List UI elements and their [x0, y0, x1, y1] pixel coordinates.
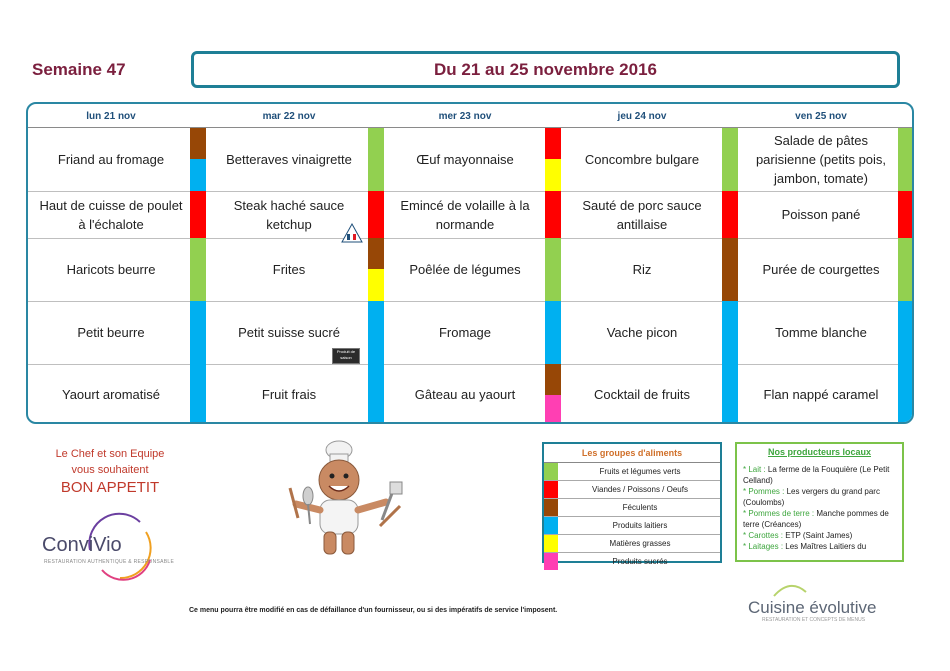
menu-item: Haricots beurre — [66, 262, 156, 277]
legend-swatch — [544, 553, 558, 570]
legend-item — [544, 517, 720, 535]
legend-item — [544, 535, 720, 553]
day-header: mar 22 nov — [262, 111, 316, 122]
food-group-color-bar — [898, 301, 914, 364]
producer-name: ETP (Saint James) — [785, 531, 853, 540]
local-producers-box — [735, 442, 904, 562]
menu-item: Œuf mayonnaise — [416, 152, 514, 167]
menu-item: Fromage — [438, 325, 492, 340]
food-group-color-bar — [722, 128, 738, 191]
menu-item: Tomme blanche — [775, 325, 867, 340]
food-group-color-bar — [368, 238, 384, 269]
date-range-banner — [191, 51, 900, 88]
date-range-text: Du 21 au 25 novembre 2016 — [433, 59, 657, 79]
producer-bullet: * — [743, 465, 749, 474]
chef-message — [30, 446, 190, 498]
menu-item: Gâteau au yaourt — [414, 387, 516, 402]
menu-item: Petit suisse sucré — [238, 325, 340, 340]
producer-bullet: * — [743, 531, 749, 540]
legend-swatch — [544, 463, 558, 480]
food-groups-legend — [542, 442, 722, 566]
seasonal-product-badge: Produit de saison — [332, 348, 360, 364]
food-group-color-bar — [190, 191, 206, 238]
menu-item: Salade de pâtes parisienne (petits pois, jambon, tomate) — [755, 133, 887, 186]
producer-item — [743, 486, 896, 508]
legend-label: Féculents — [622, 503, 658, 512]
menu-item: Haut de cuisse de poulet à l'échalote — [39, 197, 183, 232]
producer-item — [743, 530, 896, 541]
food-group-color-bar — [722, 191, 738, 238]
food-group-color-bar — [545, 395, 561, 424]
producer-separator: : — [761, 465, 768, 474]
food-group-color-bar — [545, 128, 561, 159]
producer-name: La ferme de la Fouquière (Le Petit Celland) — [743, 465, 890, 485]
day-header: jeu 24 nov — [617, 111, 667, 122]
legend-item — [544, 463, 720, 481]
food-group-color-bar — [545, 301, 561, 364]
producer-product: Lait — [748, 465, 762, 474]
menu-item: Fruit frais — [261, 387, 317, 402]
cuisine-evolutive-tagline: RESTAURATION ET CONCEPTS DE MENUS — [762, 617, 866, 623]
chef-line-3: BON APPETIT — [60, 479, 160, 496]
food-group-color-bar — [545, 191, 561, 238]
food-group-color-bar — [545, 238, 561, 301]
menu-item: Cocktail de fruits — [593, 387, 691, 402]
producer-separator: : — [778, 542, 786, 551]
food-group-color-bar — [898, 128, 914, 191]
producer-product: Carottes — [748, 531, 779, 540]
menu-table — [26, 102, 914, 424]
menu-item: Sauté de porc sauce antillaise — [582, 197, 702, 232]
menu-item: Poêlée de légumes — [409, 262, 521, 277]
day-header: lun 21 nov — [86, 111, 136, 122]
producer-bullet: * — [743, 542, 749, 551]
producers-title: Nos producteurs locaux — [767, 447, 872, 457]
legend-item — [544, 499, 720, 517]
food-group-color-bar — [368, 364, 384, 424]
legend-label: Fruits et légumes verts — [599, 467, 681, 476]
menu-item: Riz — [632, 262, 652, 277]
producer-product: Pommes — [748, 487, 780, 496]
menu-item: Vache picon — [606, 325, 678, 340]
week-label: Semaine 47 — [32, 60, 126, 79]
producer-separator: : — [778, 531, 786, 540]
food-group-color-bar — [368, 269, 384, 301]
producer-name: Les Maîtres Laitiers du — [785, 542, 867, 551]
day-header: mer 23 nov — [438, 111, 492, 122]
menu-item: Poisson pané — [781, 207, 861, 222]
producer-product: Laitages — [748, 542, 779, 551]
producer-item — [743, 541, 896, 552]
menu-item: Frites — [272, 262, 306, 277]
food-group-color-bar — [545, 159, 561, 191]
legend-label: Produits sucrés — [612, 557, 668, 566]
food-group-color-bar — [898, 364, 914, 424]
food-group-color-bar — [898, 191, 914, 238]
food-group-color-bar — [722, 301, 738, 364]
legend-title: Les groupes d'aliments — [544, 444, 720, 463]
food-group-color-bar — [190, 301, 206, 364]
cuisine-evolutive-brand: Cuisine évolutive — [748, 598, 877, 617]
producer-bullet: * — [743, 487, 749, 496]
food-group-color-bar — [190, 238, 206, 301]
convivio-tagline: RESTAURATION AUTHENTIQUE & RESPONSABLE — [44, 559, 175, 565]
menu-item: Emincé de volaille à la normande — [400, 197, 530, 232]
chef-line-1: Le Chef et son Equipe — [55, 448, 165, 460]
food-group-color-bar — [190, 128, 206, 159]
legend-item — [544, 481, 720, 499]
legend-swatch — [544, 517, 558, 534]
producer-item — [743, 508, 896, 530]
legend-label: Produits laitiers — [612, 521, 668, 530]
menu-item: Petit beurre — [77, 325, 145, 340]
food-group-color-bar — [722, 364, 738, 424]
menu-item: Friand au fromage — [57, 152, 165, 167]
menu-item: Flan nappé caramel — [763, 387, 879, 402]
legend-label: Viandes / Poissons / Oeufs — [592, 485, 688, 494]
legend-item — [544, 553, 720, 570]
food-group-color-bar — [190, 159, 206, 191]
menu-item: Betteraves vinaigrette — [226, 152, 352, 167]
legend-swatch — [544, 499, 558, 516]
producer-name: Les vergers du grand parc (Coulombs) — [743, 487, 880, 507]
chef-line-2: vous souhaitent — [71, 464, 149, 476]
disclaimer-text: Ce menu pourra être modifié en cas de défaillance d'un fournisseur, ou si des impératifs de service l'imposent. — [189, 607, 558, 614]
food-group-color-bar — [368, 191, 384, 238]
cuisine-evolutive-logo-icon — [770, 578, 810, 598]
food-group-color-bar — [722, 238, 738, 301]
food-group-color-bar — [545, 364, 561, 395]
menu-item: Concombre bulgare — [584, 152, 700, 167]
convivio-brand: ConviVio — [42, 534, 122, 556]
producer-separator: : — [779, 487, 787, 496]
producer-product: Pommes de terre — [748, 509, 810, 518]
menu-item: Purée de courgettes — [762, 262, 880, 277]
menu-item: Steak haché sauce ketchup — [233, 197, 345, 232]
food-group-color-bar — [368, 301, 384, 364]
day-header: ven 25 nov — [795, 111, 847, 122]
food-group-color-bar — [898, 238, 914, 301]
menu-item: Yaourt aromatisé — [61, 387, 161, 402]
producer-bullet: * — [743, 509, 749, 518]
legend-label: Matières grasses — [609, 539, 671, 548]
food-group-color-bar — [368, 128, 384, 191]
food-group-color-bar — [190, 364, 206, 424]
french-meat-label-icon — [341, 223, 363, 243]
chef-mascot-icon — [282, 438, 422, 563]
legend-swatch — [544, 481, 558, 498]
producer-item — [743, 464, 896, 486]
producer-separator: : — [809, 509, 817, 518]
legend-swatch — [544, 535, 558, 552]
producer-name: Manche pommes de terre (Créances) — [743, 509, 889, 529]
